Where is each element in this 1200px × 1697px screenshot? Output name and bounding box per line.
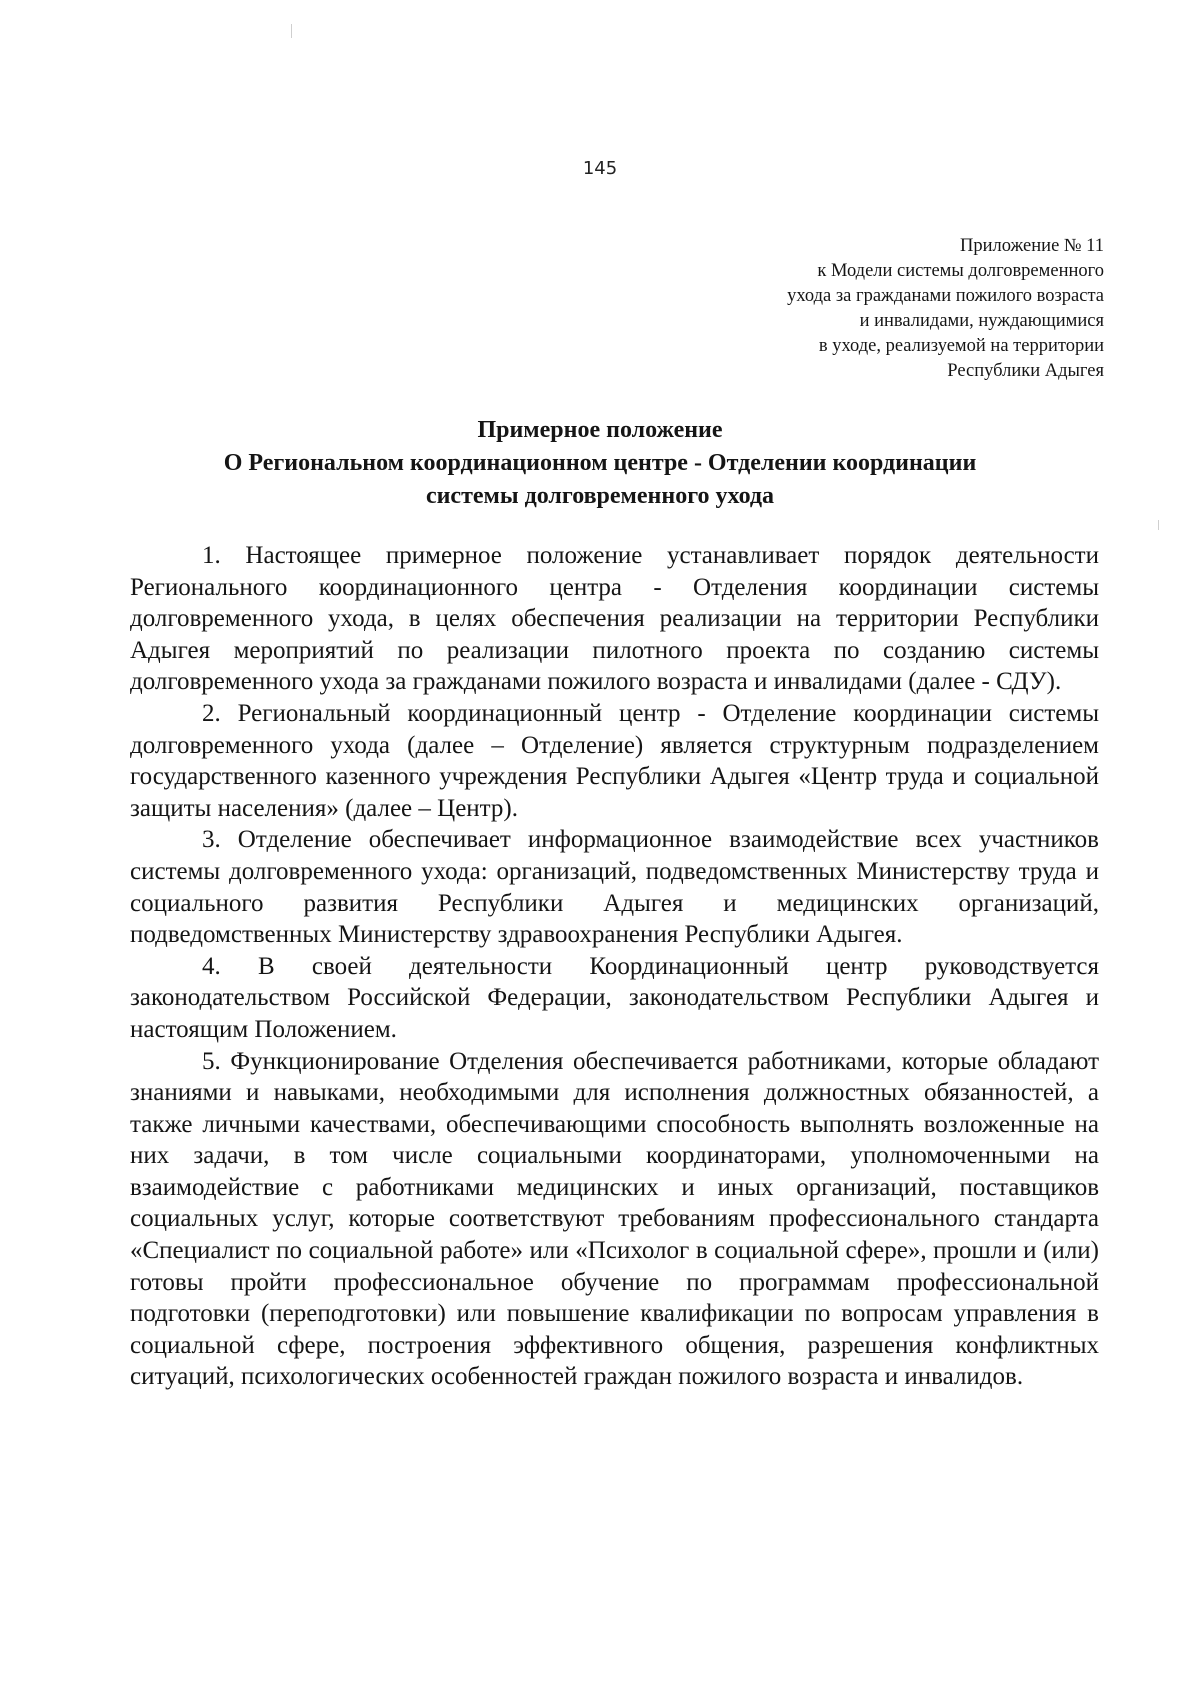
title-line: О Региональном координационном центре - Отделении координации — [223, 450, 977, 476]
appendix-line: Приложение № 11 — [959, 236, 1104, 256]
appendix-line: Республики Адыгея — [947, 361, 1104, 381]
scan-artifact-line — [1158, 520, 1159, 530]
paragraph-2: 2. Региональный координационный центр - Отделение координации системы долговременного ухода (далее – Отделение) является структурным подразделением государственного казенного учреждения Республики Адыгея «Центр труда и социальной защиты населения» (далее – Центр). — [130, 699, 1099, 822]
page-number: 145 — [582, 158, 618, 179]
appendix-line: ухода за гражданами пожилого возраста — [787, 286, 1104, 306]
paragraph-1: 1. Настоящее примерное положение устанавливает порядок деятельности Регионального координационного центра - Отделения координации системы долговременного ухода, в целях обеспечения реализации на территории Республики Адыгея мероприятий по реализации пилотного проекта по созданию системы долговременного ухода за гражданами пожилого возраста и инвалидами (далее - СДУ). — [130, 542, 1099, 696]
appendix-line: и инвалидами, нуждающимися — [859, 311, 1104, 331]
appendix-line: к Модели системы долговременного — [817, 261, 1104, 281]
title-line: системы долговременного ухода — [425, 483, 775, 509]
paragraph-3: 3. Отделение обеспечивает информационное взаимодействие всех участников системы долговременного ухода: организаций, подведомственных Министерству труда и социального развития Республики Адыгея и медицинских организаций, подведомственных Министерству здравоохранения Республики Адыгея. — [130, 826, 1099, 949]
title-line: Примерное положение — [477, 417, 723, 443]
paragraph-5: 5. Функционирование Отделения обеспечивается работниками, которые обладают знаниями и навыками, необходимыми для исполнения должностных обязанностей, а также личными качествами, обеспечивающими способность выполнять возложенные на них задачи, в том числе социальными координаторами, уполномоченными на взаимодействие с работниками медицинских и иных организаций, поставщиков социальных услуг, которые соответствуют требованиям профессионального стандарта «Специалист по социальной работе» или «Психолог в социальной сфере», прошли и (или) готовы пройти профессиональное обучение по программам профессиональной подготовки (переподготовки) или повышение квалификации по вопросам управления в социальной сфере, построения эффективного общения, разрешения конфликтных ситуаций, психологических особенностей граждан пожилого возраста и инвалидов. — [130, 1047, 1099, 1391]
paragraph-4: 4. В своей деятельности Координационный центр руководствуется законодательством Российской Федерации, законодательством Республики Адыгея и настоящим Положением. — [130, 952, 1099, 1043]
appendix-line: в уходе, реализуемой на территории — [818, 336, 1104, 356]
document-body — [130, 540, 1099, 1393]
scan-artifact-line — [291, 24, 292, 38]
document-title — [120, 414, 1080, 513]
appendix-reference — [464, 234, 1104, 384]
